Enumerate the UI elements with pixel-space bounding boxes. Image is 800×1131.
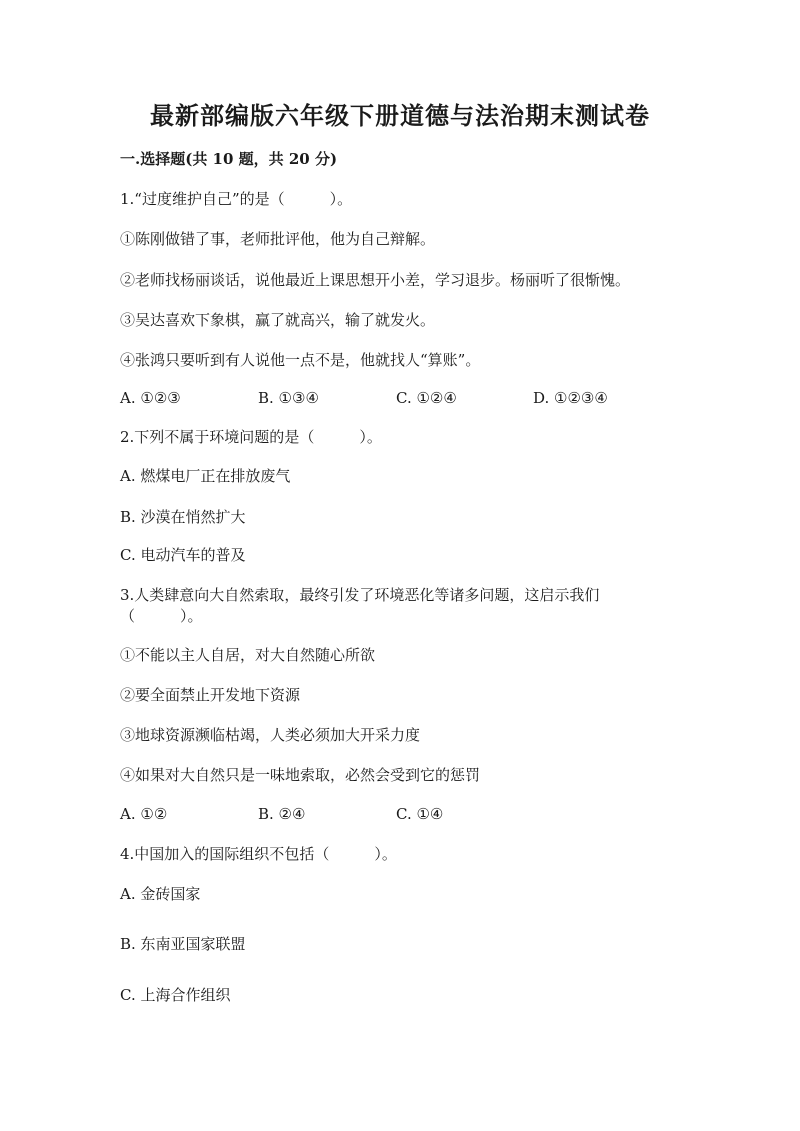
question-2-stem: 2.下列不属于环境问题的是（ ）。	[120, 428, 382, 446]
question-3-option-b: B. ②④	[258, 805, 306, 823]
question-2-option-a: A. 燃煤电厂正在排放废气	[120, 467, 291, 485]
question-1-option-d: D. ①②③④	[533, 389, 608, 407]
question-4-option-c: C. 上海合作组织	[120, 986, 231, 1004]
question-3-item-4: ④如果对大自然只是一味地索取，必然会受到它的惩罚	[120, 766, 481, 784]
question-1-option-a: A. ①②③	[120, 389, 181, 407]
question-3-option-c: C. ①④	[396, 805, 444, 823]
question-3-item-3: ③地球资源濒临枯竭，人类必须加大开采力度	[120, 726, 421, 744]
question-1-item-3: ③吴达喜欢下象棋，赢了就高兴，输了就发火。	[120, 311, 436, 329]
page-title: 最新部编版六年级下册道德与法治期末测试卷	[150, 101, 650, 130]
question-1-item-2: ②老师找杨丽谈话，说他最近上课思想开小差，学习退步。杨丽听了很惭愧。	[120, 271, 631, 289]
question-3-item-1: ①不能以主人自居，对大自然随心所欲	[120, 646, 376, 664]
question-3-item-2: ②要全面禁止开发地下资源	[120, 686, 301, 704]
question-3-stem-line-2: （ ）。	[120, 607, 203, 625]
question-1-stem: 1.“过度维护自己”的是（ ）。	[120, 190, 353, 208]
question-1-item-4: ④张鸿只要听到有人说他一点不是，他就找人“算账”。	[120, 351, 481, 369]
question-3-stem-line-1: 3.人类肆意向大自然索取，最终引发了环境恶化等诸多问题，这启示我们	[120, 586, 600, 604]
question-4-stem: 4.中国加入的国际组织不包括（ ）。	[120, 845, 397, 863]
question-2-option-c: C. 电动汽车的普及	[120, 546, 246, 564]
question-4-option-a: A. 金砖国家	[120, 885, 201, 903]
section-heading: 一.选择题(共 10 题，共 20 分)	[120, 150, 338, 168]
question-1-option-b: B. ①③④	[258, 389, 319, 407]
question-1-item-1: ①陈刚做错了事，老师批评他，他为自己辩解。	[120, 230, 436, 248]
question-4-option-b: B. 东南亚国家联盟	[120, 935, 246, 953]
question-1-option-c: C. ①②④	[396, 389, 457, 407]
question-3-option-a: A. ①②	[120, 805, 168, 823]
question-2-option-b: B. 沙漠在悄然扩大	[120, 508, 246, 526]
